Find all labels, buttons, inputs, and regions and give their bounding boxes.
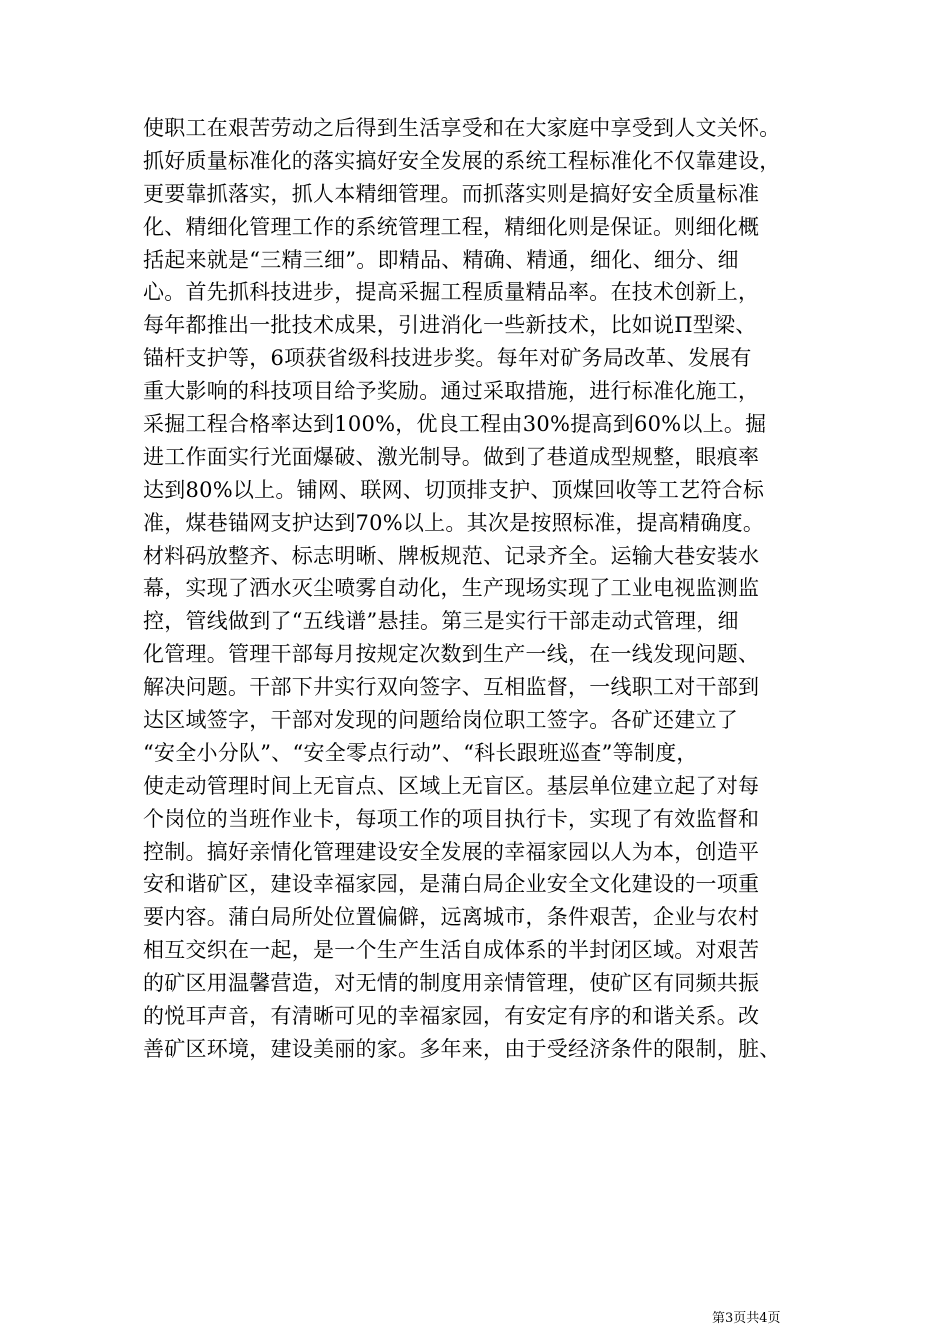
text-line: 控制。搞好亲情化管理建设安全发展的幸福家园以人为本，创造平 — [143, 839, 760, 864]
text-line: 善矿区环境，建设美丽的家。多年来，由于受经济条件的限制，脏、 — [143, 1036, 781, 1061]
text-line: 锚杆支护等，6项获省级科技进步奖。每年对矿务局改革、发展有 — [143, 346, 752, 371]
text-line: 化管理。管理干部每月按规定次数到生产一线，在一线发现问题、 — [143, 642, 760, 667]
text-line: 采掘工程合格率达到100%，优良工程由30%提高到60%以上。掘 — [143, 412, 767, 437]
text-line: 化、精细化管理工作的系统管理工程，精细化则是保证。则细化概 — [143, 214, 760, 239]
body-text — [143, 112, 823, 1066]
text-line: 重大影响的科技项目给予奖励。通过采取措施，进行标准化施工， — [143, 379, 760, 404]
text-line: 使走动管理时间上无盲点、区域上无盲区。基层单位建立起了对每 — [143, 773, 760, 798]
page-number: 第3页共4页 — [712, 1311, 781, 1326]
text-line: 相互交织在一起，是一个生产生活自成体系的半封闭区域。对艰苦 — [143, 938, 760, 963]
text-line: 每年都推出一批技术成果，引进消化一些新技术，比如说Π型梁、 — [143, 313, 757, 338]
text-line: 使职工在艰苦劳动之后得到生活享受和在大家庭中享受到人文关怀。 — [143, 116, 781, 140]
page-footer — [0, 1307, 950, 1327]
text-line: 达区域签字，干部对发现的问题给岗位职工签字。各矿还建立了 — [143, 708, 738, 733]
text-line: 心。首先抓科技进步，提高采掘工程质量精品率。在技术创新上， — [143, 280, 760, 305]
text-line: 要内容。蒲白局所处位置偏僻，远离城市，条件艰苦，企业与农村 — [143, 905, 760, 930]
text-line: 幕，实现了洒水灭尘喷雾自动化，生产现场实现了工业电视监测监 — [143, 576, 760, 601]
text-line: 更要靠抓落实，抓人本精细管理。而抓落实则是搞好安全质量标准 — [143, 181, 760, 206]
text-line: 解决问题。干部下井实行双向签字、互相监督，一线职工对干部到 — [143, 675, 760, 700]
text-line: 的悦耳声音，有清晰可见的幸福家园，有安定有序的和谐关系。改 — [143, 1004, 760, 1029]
text-line: 抓好质量标准化的落实搞好安全发展的系统工程标准化不仅靠建设， — [143, 148, 781, 173]
text-line: 的矿区用温馨营造，对无情的制度用亲情管理，使矿区有同频共振 — [143, 971, 760, 996]
text-line: 材料码放整齐、标志明晰、牌板规范、记录齐全。运输大巷安装水 — [143, 543, 760, 568]
text-line: 个岗位的当班作业卡，每项工作的项目执行卡，实现了有效监督和 — [143, 806, 760, 831]
text-line: 括起来就是“三精三细”。即精品、精确、精通，细化、细分、细 — [143, 247, 739, 272]
text-line: 安和谐矿区，建设幸福家园，是蒲白局企业安全文化建设的一项重 — [143, 872, 760, 897]
text-line: “安全小分队”、“安全零点行动”、“科长跟班巡查”等制度， — [143, 740, 698, 765]
text-line: 达到80%以上。铺网、联网、切顶排支护、顶煤回收等工艺符合标 — [143, 477, 765, 502]
text-line: 准，煤巷锚网支护达到70%以上。其次是按照标准，提高精确度。 — [143, 510, 765, 535]
text-line: 控，管线做到了“五线谱”悬挂。第三是实行干部走动式管理，细 — [143, 609, 739, 634]
text-line: 进工作面实行光面爆破、激光制导。做到了巷道成型规整，眼痕率 — [143, 444, 760, 469]
